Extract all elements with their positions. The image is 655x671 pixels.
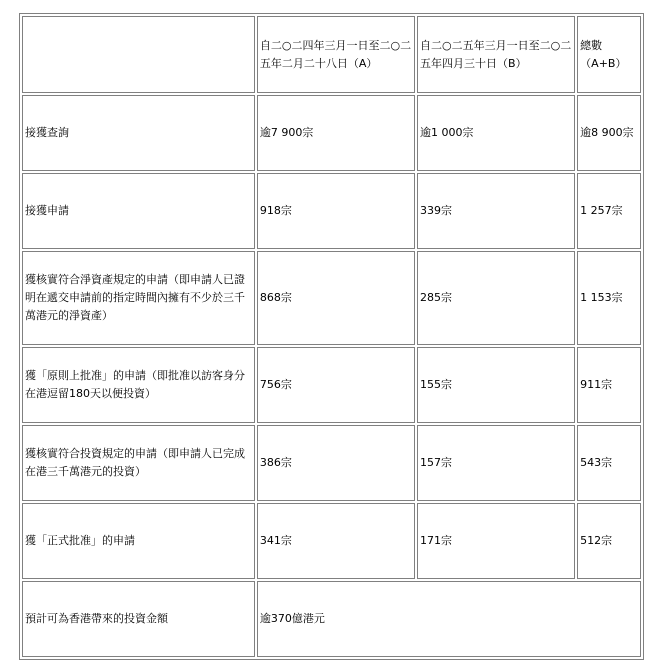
header-period-b: 自二○二五年三月一日至二○二五年四月三十日（B）	[417, 16, 575, 93]
investment-row	[22, 581, 641, 657]
investment-value: 逾370億港元	[257, 581, 641, 657]
table-row	[22, 173, 641, 249]
value-a: 868宗	[257, 251, 415, 345]
value-a: 341宗	[257, 503, 415, 579]
statistics-table	[19, 13, 644, 660]
header-blank-cell	[22, 16, 255, 93]
row-label: 接獲查詢	[22, 95, 255, 171]
value-b: 逾1 000宗	[417, 95, 575, 171]
row-label: 獲「正式批准」的申請	[22, 503, 255, 579]
value-b: 339宗	[417, 173, 575, 249]
value-b: 157宗	[417, 425, 575, 501]
table-row	[22, 347, 641, 423]
value-b: 155宗	[417, 347, 575, 423]
value-total: 543宗	[577, 425, 641, 501]
value-total: 512宗	[577, 503, 641, 579]
value-total: 1 257宗	[577, 173, 641, 249]
table-row	[22, 95, 641, 171]
table-row	[22, 425, 641, 501]
investment-label: 預計可為香港帶來的投資金額	[22, 581, 255, 657]
value-a: 逾7 900宗	[257, 95, 415, 171]
row-label: 獲核實符合投資規定的申請（即申請人已完成在港三千萬港元的投資）	[22, 425, 255, 501]
row-label: 獲「原則上批准」的申請（即批准以訪客身分在港逗留180天以便投資）	[22, 347, 255, 423]
value-total: 911宗	[577, 347, 641, 423]
table-row	[22, 251, 641, 345]
table-row	[22, 503, 641, 579]
header-row	[22, 16, 641, 93]
value-total: 1 153宗	[577, 251, 641, 345]
header-period-a: 自二○二四年三月一日至二○二五年二月二十八日（A）	[257, 16, 415, 93]
value-b: 171宗	[417, 503, 575, 579]
row-label: 獲核實符合淨資產規定的申請（即申請人已證明在遞交申請前的指定時間內擁有不少於三千萬港元的淨資產）	[22, 251, 255, 345]
value-a: 756宗	[257, 347, 415, 423]
value-a: 386宗	[257, 425, 415, 501]
row-label: 接獲申請	[22, 173, 255, 249]
value-b: 285宗	[417, 251, 575, 345]
value-total: 逾8 900宗	[577, 95, 641, 171]
value-a: 918宗	[257, 173, 415, 249]
header-total: 總數（A+B）	[577, 16, 641, 93]
